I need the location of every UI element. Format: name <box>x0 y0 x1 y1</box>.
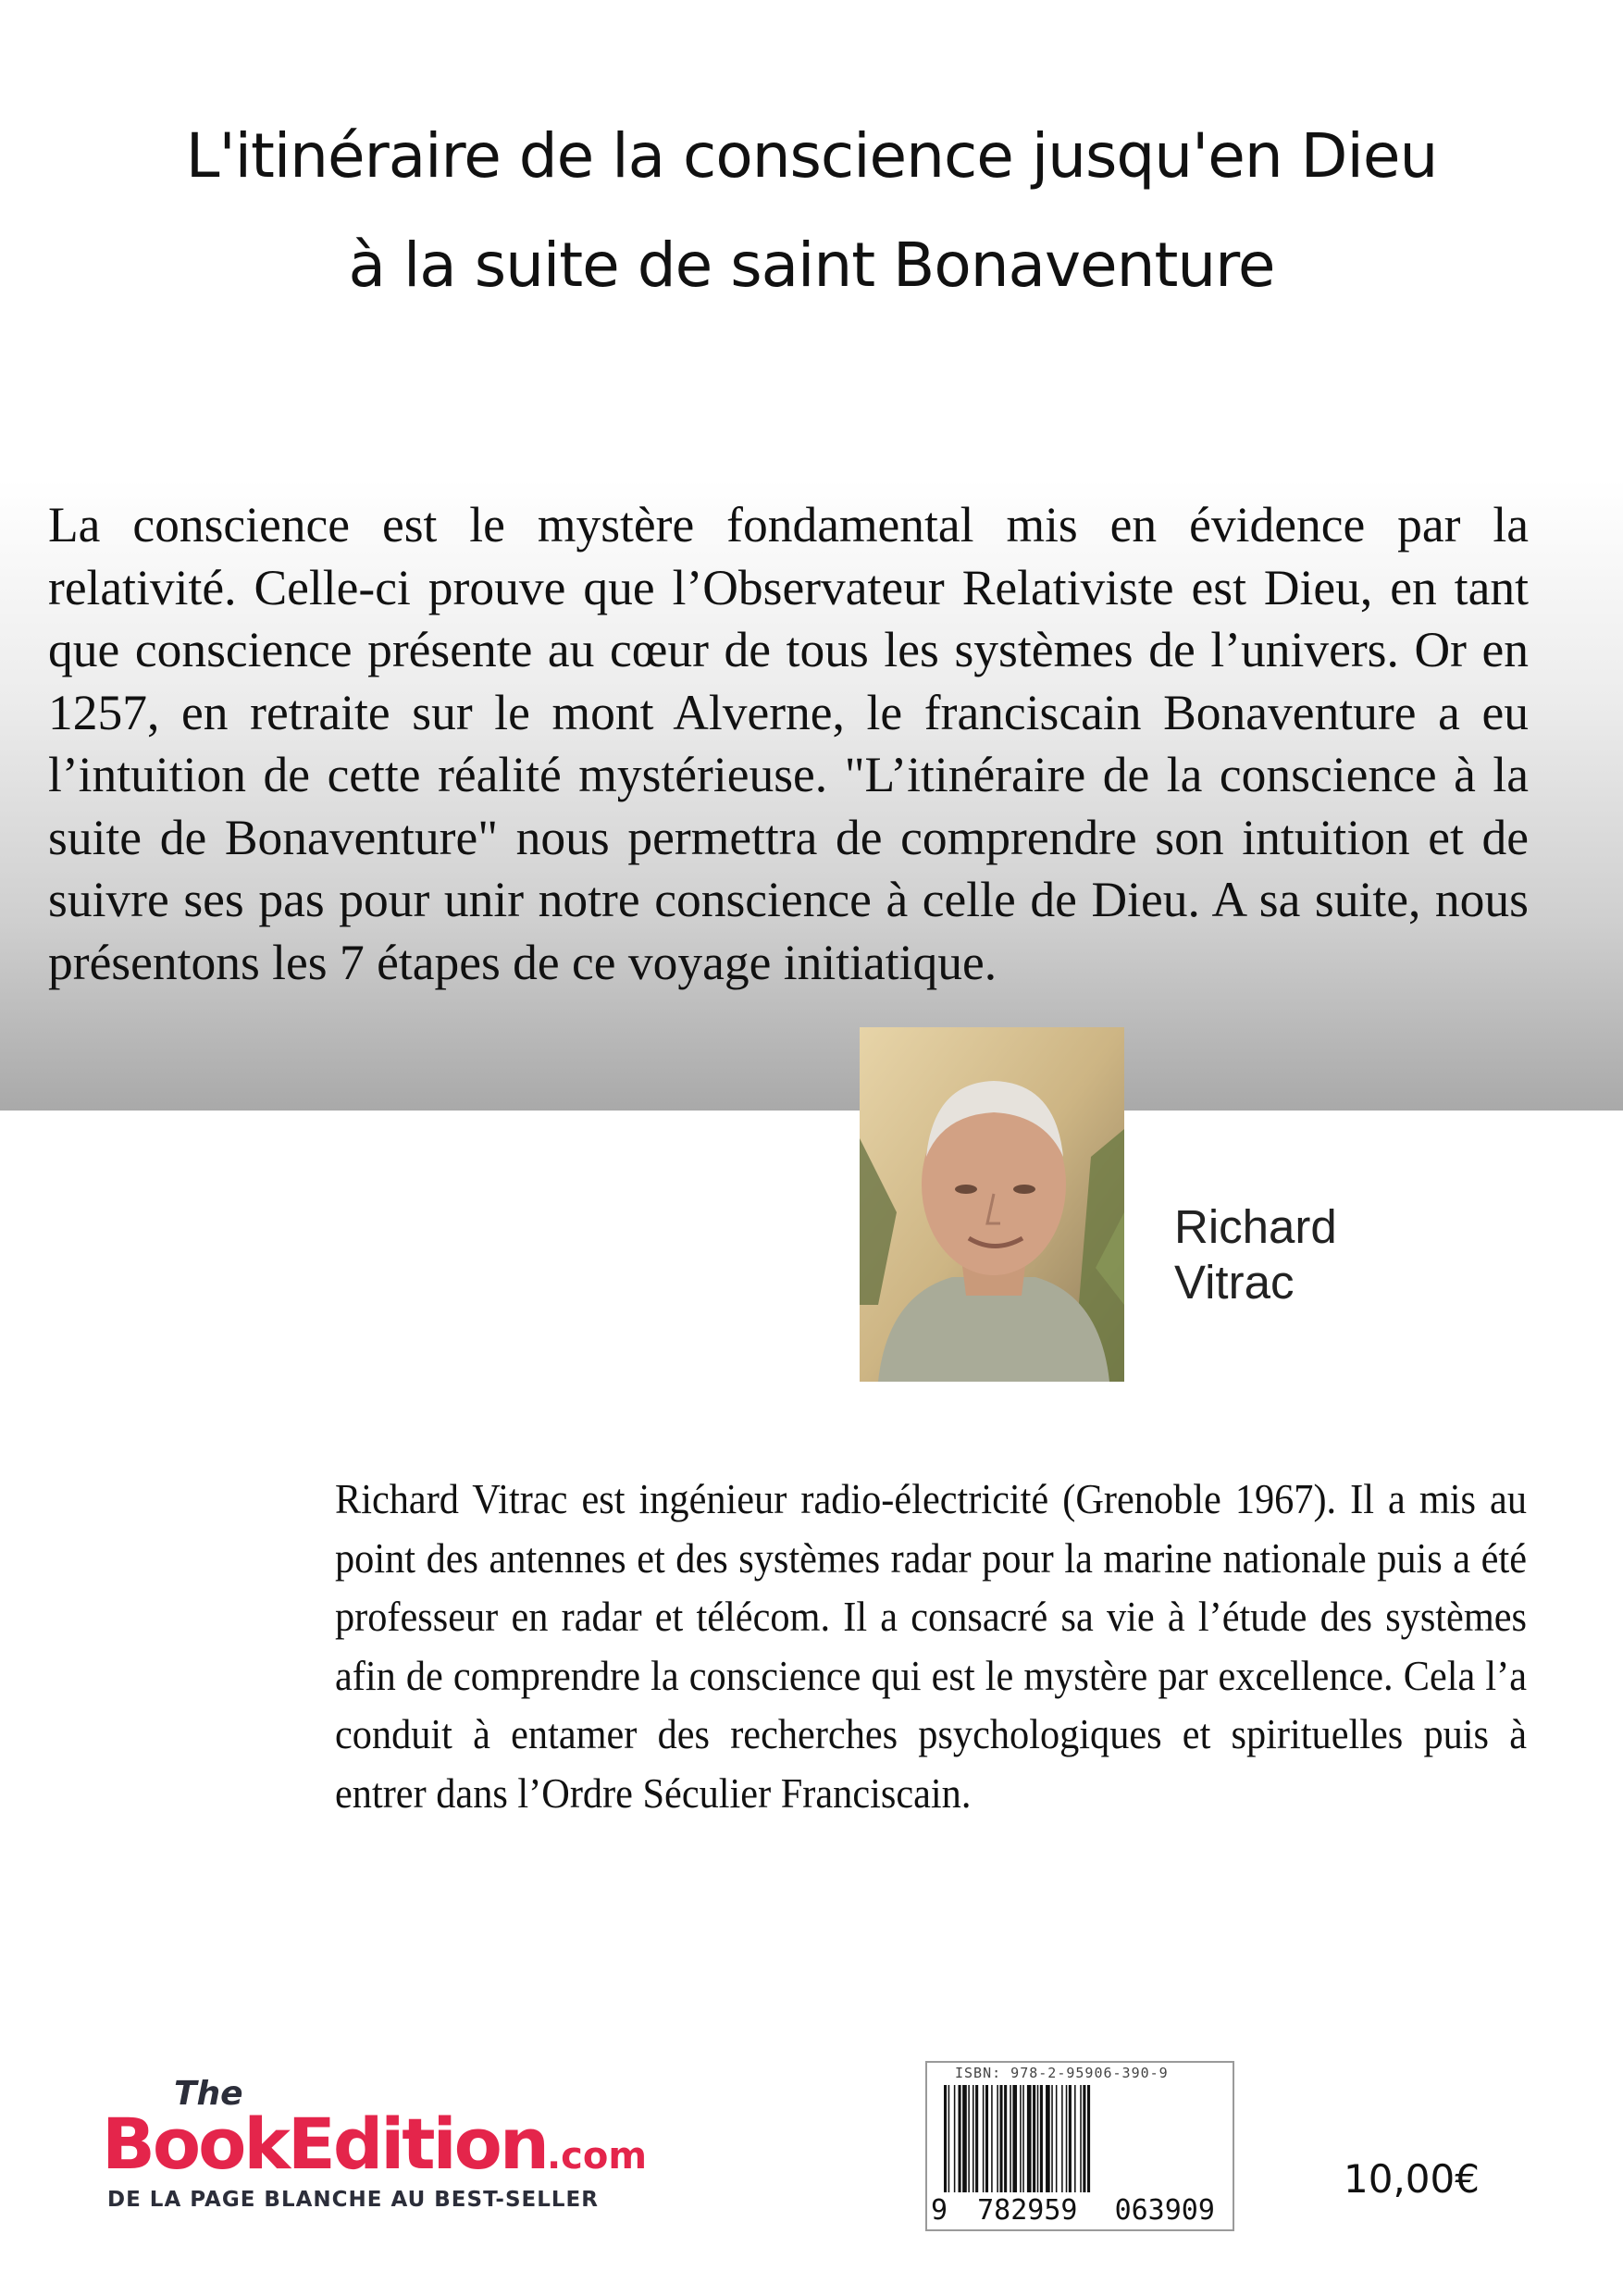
barcode-bar <box>975 2085 978 2192</box>
isbn-barcode <box>925 2061 1234 2231</box>
barcode-bar <box>1046 2085 1050 2192</box>
barcode-bar <box>1037 2085 1039 2192</box>
barcode-bar <box>1074 2085 1076 2192</box>
barcode-bar <box>985 2085 988 2192</box>
barcode-bar <box>1056 2085 1058 2192</box>
barcode-bar <box>1010 2085 1011 2192</box>
logo-tagline: DE LA PAGE BLANCHE AU BEST-SELLER <box>107 2188 599 2212</box>
ean-barcode-icon <box>944 2085 1216 2192</box>
barcode-bar <box>1022 2085 1024 2192</box>
ean-digits <box>931 2194 1229 2227</box>
barcode-bar <box>1020 2085 1022 2192</box>
barcode-bar <box>1069 2085 1072 2192</box>
barcode-bar <box>999 2085 1002 2192</box>
author-portrait-icon <box>860 1027 1124 1382</box>
cover-title <box>0 102 1623 320</box>
logo-brand <box>102 2103 647 2185</box>
ean-left-digits: 782959 <box>977 2194 1078 2227</box>
barcode-bar <box>973 2085 974 2192</box>
author-bio: Richard Vitrac est ingénieur radio-électricité (Grenoble 1967). Il a mis au point des antennes et des systèmes radar pour la marine nationale puis a été professeur en radar et télécom. Il a consacré sa vie à l’étude des systèmes afin de comprendre la conscience qui est le mystère par excellence. Cela l’a conduit à entamer des recherches psychologiques et spirituelles puis à entrer dans l’Ordre Séculier Franciscain. <box>335 1475 1527 1817</box>
logo-the: The <box>174 2075 243 2113</box>
barcode-bar <box>1027 2085 1032 2192</box>
barcode-bar <box>1083 2085 1085 2192</box>
title-line-1: L'itinéraire de la conscience jusqu'en Dieu <box>185 120 1438 192</box>
synopsis-text: La conscience est le mystère fondamental mis en évidence par la relativité. Celle-ci prouve que l’Observateur Relativiste est Dieu, en tant que conscience présente au cœur de tous les systèmes de l’univers. Or en 1257, en retraite sur le mont Alverne, le franciscain Bonaventure a eu l’intuition de cette réalité mystérieuse. "L’itinéraire de la conscience à la suite de Bonaventure" nous permettra de comprendre son intuition et de suivre ses pas pour unir notre conscience à celle de Dieu. A sa suite, nous présentons les 7 étapes de ce voyage initiatique. <box>48 497 1529 990</box>
barcode-bar <box>1040 2085 1043 2192</box>
barcode-bar <box>1066 2085 1068 2192</box>
barcode-bar <box>997 2085 998 2192</box>
barcode-bar <box>1012 2085 1017 2192</box>
author-photo <box>860 1027 1124 1382</box>
barcode-bar <box>954 2085 956 2192</box>
ean-right-digits: 063909 <box>1114 2194 1215 2227</box>
barcode-bar <box>1061 2085 1063 2192</box>
price: 10,00€ <box>1344 2156 1480 2202</box>
author-last-name: Vitrac <box>1174 1256 1295 1309</box>
barcode-bar <box>1004 2085 1007 2192</box>
barcode-bar <box>962 2085 967 2192</box>
logo-brand-main: BookEditi <box>102 2103 454 2185</box>
barcode-bar <box>991 2085 993 2192</box>
logo-domain: .com <box>546 2135 648 2178</box>
barcode-bar <box>944 2085 947 2192</box>
barcode-bar <box>948 2085 950 2192</box>
title-line-2: à la suite de saint Bonaventure <box>348 230 1275 301</box>
bookedition-logo <box>102 2075 694 2214</box>
barcode-bar <box>968 2085 970 2192</box>
author-name <box>1174 1199 1337 1310</box>
barcode-bar <box>959 2085 961 2192</box>
barcode-bar <box>983 2085 985 2192</box>
barcode-bar <box>1087 2085 1090 2192</box>
author-first-name: Richard <box>1174 1200 1337 1253</box>
barcode-bar <box>1080 2085 1082 2192</box>
barcode-bar <box>1051 2085 1053 2192</box>
logo-brand-o: on <box>453 2103 547 2185</box>
isbn-label: ISBN: 978-2-95906-390-9 <box>955 2065 1169 2081</box>
ean-first-digit: 9 <box>931 2194 948 2227</box>
barcode-bar <box>1033 2085 1035 2192</box>
